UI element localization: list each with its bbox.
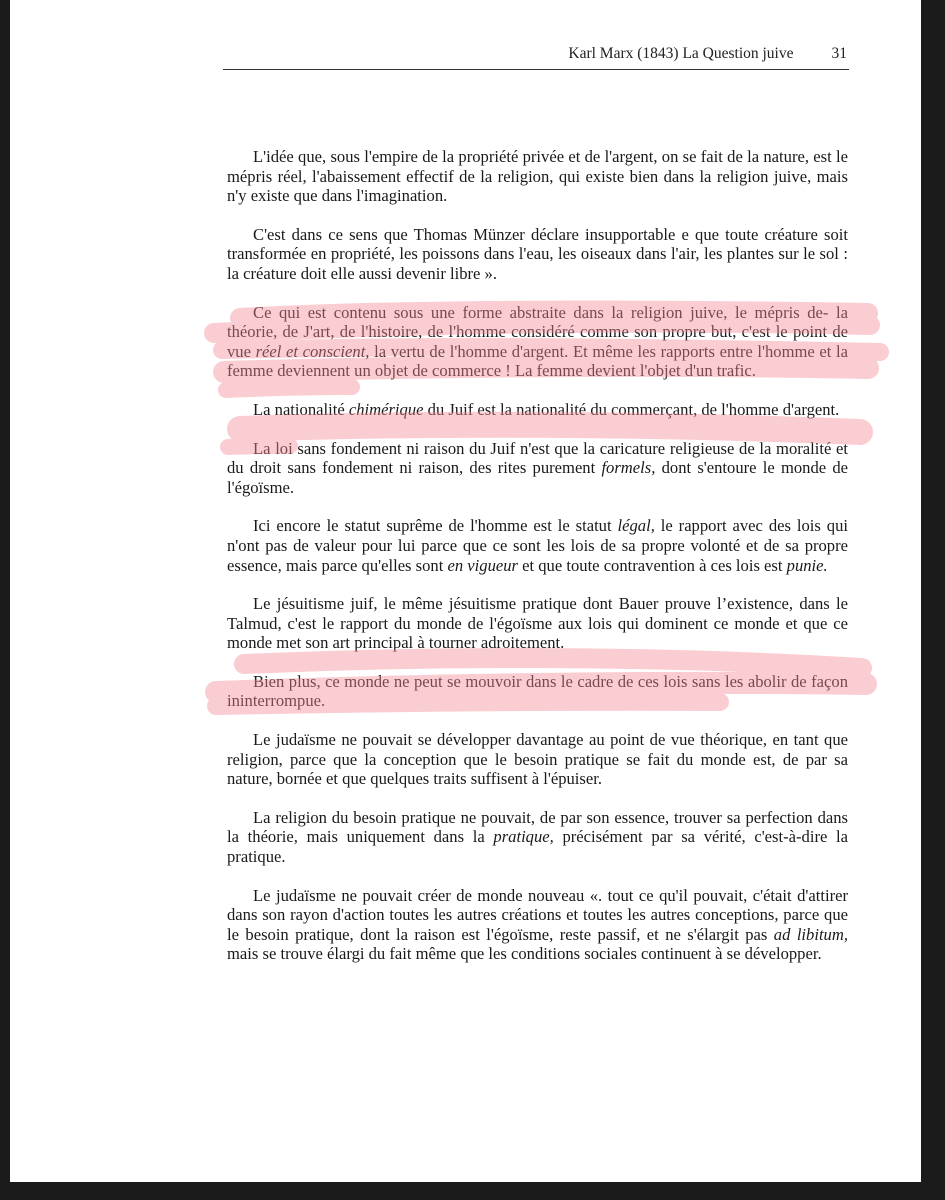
text-run: la vertu de l'homme d'argent. Et même les rapports entre l'homme et la femme deviennent un objet de commerce ! La femme devient l'objet d'un trafic.	[227, 341, 848, 381]
paragraph	[227, 808, 848, 867]
text-run: Bien plus, ce monde ne peut se mouvoir dans le cadre de ces lois sans les abolir de façon ininterrompue.	[227, 671, 848, 711]
italic-text: punie.	[786, 555, 828, 575]
text-run: précisément par sa vérité, c'est-à-dire la pratique.	[227, 827, 848, 867]
text-body	[227, 147, 848, 983]
italic-text: formels,	[601, 458, 656, 478]
text-run: Ici encore le statut suprême de l'homme est le statut	[253, 516, 618, 536]
page-number: 31	[831, 45, 847, 62]
italic-text: chimérique	[348, 399, 424, 419]
text-run: dont s'entoure le monde de l'égoïsme.	[227, 458, 848, 497]
document-page	[10, 0, 921, 1182]
paragraph	[227, 672, 848, 711]
running-title: Karl Marx (1843) La Question juive	[568, 45, 794, 62]
text-run: Le judaïsme ne pouvait créer de monde nouveau «. tout ce qu'il pouvait, c'était d'attirer dans son rayon d'action toutes les autres créations et toutes les autres conceptions, parce que le besoin pratique, dont la raison est l'égoïsme, reste passif, et ne s'élargit pas	[227, 885, 848, 944]
text-run: La loi sans fondement ni raison du Juif n'est que la caricature religieuse de la moralité et du droit sans fondement ni raison, des rites purement	[227, 438, 848, 478]
text-run: C'est dans ce sens que Thomas Münzer déclare insupportable e que toute créature soit transformée en propriété, les poissons dans l'eau, les oiseaux dans l'air, les plantes sur le sol : la créature doit elle aussi devenir libre ».	[227, 224, 848, 283]
text-run: La religion du besoin pratique ne pouvait, de par son essence, trouver sa perfection dans la théorie, mais uniquement dans la	[227, 807, 848, 847]
text-run: Ce qui est contenu sous une forme abstraite dans la religion juive, le mépris de- la théorie, de J'art, de l'histoire, de l'homme considéré comme son propre but, c'est le point de vue	[227, 302, 848, 361]
text-run: mais se trouve élargi du fait même que les conditions sociales continuent à se développer.	[227, 944, 822, 964]
text-run: Le judaïsme ne pouvait se développer davantage au point de vue théorique, en tant que religion, parce que la conception que le besoin pratique se fait du monde est, de par sa nature, bornée et que quelques traits suffisent à l'épuiser.	[227, 730, 848, 789]
text-run: du Juif est la nationalité du commerçant, de l'homme d'argent.	[423, 399, 840, 419]
italic-text: pratique,	[493, 827, 554, 847]
paragraph	[227, 439, 848, 498]
paragraph	[227, 516, 848, 575]
paragraph	[227, 225, 848, 284]
text-run: L'idée que, sous l'empire de la propriété privée et de l'argent, on se fait de la nature, est le mépris réel, l'abaissement effectif de la religion, qui existe bien dans la religion juive, mais n'y existe que dans l'imagination.	[227, 147, 848, 206]
running-header	[10, 45, 847, 63]
italic-text: ad libitum,	[773, 924, 848, 944]
text-run: et que toute contravention à ces lois est	[517, 555, 787, 575]
paragraph	[227, 303, 848, 381]
paragraph	[227, 400, 848, 420]
text-run: le rapport avec des lois qui n'ont pas de valeur pour lui parce que ce sont les lois de sa propre volonté et de sa propre essence, mais parce qu'elles sont	[227, 516, 848, 575]
paragraph	[227, 730, 848, 789]
italic-text: réel et conscient,	[255, 341, 370, 361]
paragraph	[227, 886, 848, 964]
paragraph	[227, 594, 848, 653]
header-rule	[223, 69, 849, 70]
text-run: Le jésuitisme juif, le même jésuitisme pratique dont Bauer prouve l’existence, dans le Talmud, c'est le rapport du monde de l'égoïsme aux lois qui dominent ce monde et que ce monde met son art principal à tourner adroitement.	[227, 594, 848, 653]
italic-text: en vigueur	[447, 555, 518, 575]
italic-text: légal,	[617, 516, 655, 536]
paragraph	[227, 147, 848, 206]
text-run: La nationalité	[253, 399, 349, 419]
